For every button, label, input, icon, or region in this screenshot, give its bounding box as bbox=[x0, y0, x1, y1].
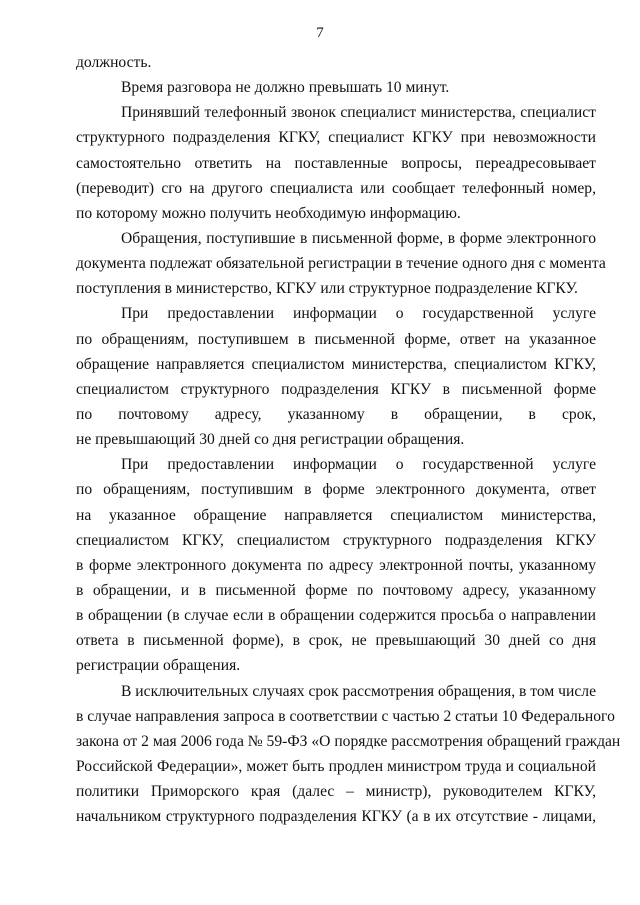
text-line: При предоставлении информации о государственной услуге bbox=[121, 305, 596, 323]
text-line: ответа в письменной форме), в срок, не превышающий 30 дней со дня bbox=[76, 632, 596, 650]
text-line: регистрации обращения. bbox=[76, 657, 241, 675]
text-line: по почтовому адресу, указанному в обращении, в срок, bbox=[76, 405, 596, 423]
text-line: В исключительных случаях срок рассмотрения обращения, в том числе bbox=[121, 682, 596, 700]
text-line: в случае направления запроса в соответствии с частью 2 статьи 10 Федерального bbox=[76, 707, 615, 725]
text-line: на указанное обращение направляется специалистом министерства, bbox=[76, 506, 596, 524]
text-line: закона от 2 мая 2006 года № 59-ФЗ «О порядке рассмотрения обращений граждан bbox=[76, 732, 621, 750]
text-line: структурного подразделения КГКУ, специалист КГКУ при невозможности bbox=[76, 129, 596, 147]
text-line: (переводит) сго на другого специалиста или сообщает телефонный номер, bbox=[76, 179, 596, 197]
text-line: поступления в министерство, КГКУ или структурное подразделение КГКУ. bbox=[76, 280, 578, 298]
body-text bbox=[76, 50, 621, 829]
text-line: по обращениям, поступившим в форме электронного документа, ответ bbox=[76, 481, 596, 499]
text-line: Время разговора не должно превышать 10 минут. bbox=[121, 79, 450, 97]
text-line: специалистом КГКУ, специалистом структурного подразделения КГКУ bbox=[76, 531, 596, 549]
text-line: специалистом структурного подразделения КГКУ в письменной форме bbox=[76, 380, 596, 398]
page-number: 7 bbox=[316, 25, 324, 41]
text-line: в форме электронного документа по адресу электронной почты, указанному bbox=[76, 556, 596, 574]
text-line: обращение направляется специалистом министерства, специалистом КГКУ, bbox=[76, 355, 596, 373]
text-line: по обращениям, поступившем в письменной форме, ответ на указанное bbox=[76, 330, 596, 348]
text-line: не превышающий 30 дней со дня регистрации обращения. bbox=[76, 431, 465, 449]
text-line: самостоятельно ответить на поставленные вопросы, переадресовывает bbox=[76, 154, 596, 172]
text-line: должность. bbox=[76, 54, 152, 71]
text-line: политики Приморского края (далес – министр), руководителем КГКУ, bbox=[76, 783, 596, 801]
text-line: Принявший телефонный звонок специалист министерства, специалист bbox=[121, 104, 596, 122]
text-line: При предоставлении информации о государственной услуге bbox=[121, 456, 596, 474]
text-line: Обращения, поступившие в письменной форме, в форме электронного bbox=[121, 229, 596, 247]
text-line: документа подлежат обязательной регистрации в течение одного дня с момента bbox=[76, 255, 606, 273]
text-line: в обращении (в случае если в обращении содержится просьба о направлении bbox=[76, 607, 596, 625]
text-line: Российской Федерации», может быть продлен министром труда и социальной bbox=[76, 757, 596, 775]
text-line: начальником структурного подразделения КГКУ (а в их отсутствие - лицами, bbox=[76, 808, 596, 826]
text-line: по которому можно получить необходимую информацию. bbox=[76, 204, 461, 222]
text-line: в обращении, и в письменной форме по почтовому адресу, указанному bbox=[76, 581, 596, 599]
